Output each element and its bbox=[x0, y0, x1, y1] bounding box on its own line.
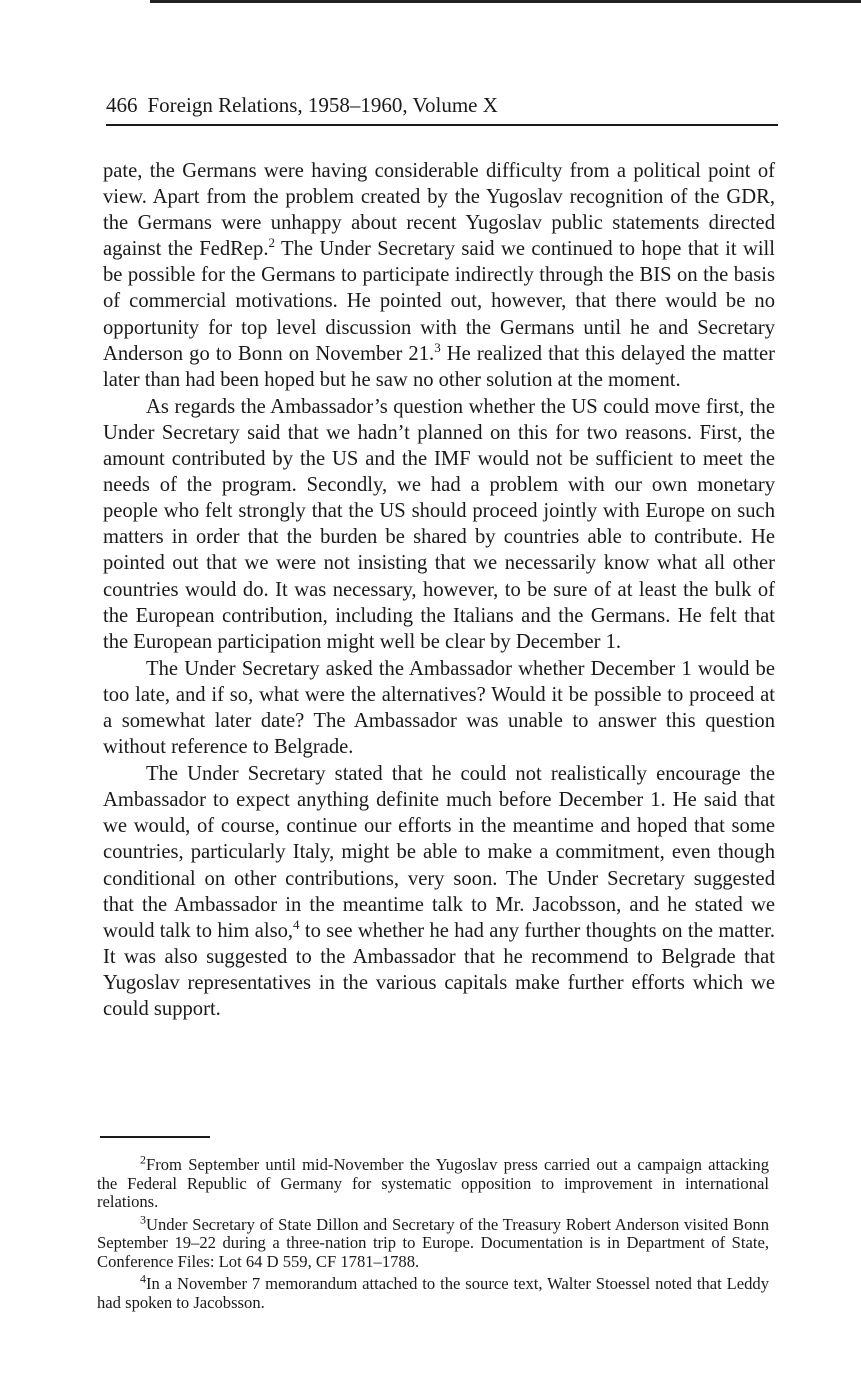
body-text bbox=[103, 158, 775, 1023]
header-rule bbox=[106, 124, 778, 126]
paragraph-4-text-a: The Under Secretary stated that he could not realistically encourage the Ambassador to expect anything definite much before December 1. He said that we would, of course, continue our efforts in the meantime and hoped that some countries, particularly Italy, might be able to make a commitment, even though conditional on other contributions, very soon. The Under Secretary suggested that the Ambassador in the meantime talk to Mr. Jacobsson, and he stated we would talk to him also, bbox=[103, 763, 775, 942]
footnote-rule bbox=[100, 1136, 210, 1138]
footnote-2-number: 2 bbox=[140, 1152, 146, 1167]
paragraph-2: As regards the Ambassador’s question whether the US could move first, the Under Secretary said that we hadn’t planned on this for two reasons. First, the amount contributed by the US and the IMF would not be sufficient to meet the needs of the program. Secondly, we had a problem with our own monetary people who felt strongly that the US should proceed jointly with Europe on such matters in order that the burden be shared by countries able to contribute. He pointed out that we were not insisting that we necessarily know what all other countries would do. It was necessary, however, to be sure of at least the bulk of the European contribution, including the Italians and the Germans. He felt that the European participation might well be clear by December 1. bbox=[103, 395, 775, 653]
footnote-2-text: From September until mid-November the Yugoslav press carried out a campaign attacking the Federal Republic of Germany for systematic opposition to improvement in international relations. bbox=[97, 1155, 769, 1211]
book-title: Foreign Relations, 1958–1960, Volume X bbox=[147, 93, 498, 117]
footnote-3-text: Under Secretary of State Dillon and Secretary of the Treasury Robert Anderson visited Bonn September 19–22 during a three-nation trip to Europe. Documentation is in Department of State, Conference Files: Lot 64 D 559, CF 1781–1788. bbox=[97, 1214, 769, 1271]
footnote-ref-4[interactable]: 4 bbox=[293, 916, 300, 932]
paragraph-1-text-c: He realized that this delayed the matter later than had been hoped but he saw no other solution at the moment. bbox=[103, 342, 775, 391]
page-number: 466 bbox=[106, 93, 138, 117]
paragraph-3: The Under Secretary asked the Ambassador whether December 1 would be too late, and if so, what were the alternatives? Would it be possible to proceed at a somewhat later date? The Ambassador was unable to answer this question without reference to Belgrade. bbox=[103, 657, 775, 759]
footnote-3 bbox=[97, 1211, 769, 1272]
paragraph-4 bbox=[103, 761, 775, 1022]
footnote-3-number: 3 bbox=[140, 1211, 146, 1226]
paragraph-1-text-b: The Under Secretary said we continued to hope that it will be possible for the Germans to participate indirectly through the BIS on the basis of commercial motivations. He pointed out, however, that there would be no opportunity for top level discussion with the Germans until he and Secretary Anderson go to Bonn on November 21. bbox=[103, 238, 775, 365]
footnote-ref-3[interactable]: 3 bbox=[434, 339, 441, 355]
footnote-4 bbox=[97, 1271, 769, 1312]
footnote-ref-2[interactable]: 2 bbox=[268, 235, 275, 251]
scan-edge bbox=[150, 0, 861, 3]
footnotes bbox=[97, 1152, 769, 1316]
footnote-2 bbox=[97, 1152, 769, 1212]
footnote-4-text: In a November 7 memorandum attached to the source text, Walter Stoessel noted that Leddy had spoken to Jacobsson. bbox=[97, 1274, 769, 1312]
footnote-4-number: 4 bbox=[140, 1271, 146, 1286]
paragraph-1-text-a: pate, the Germans were having considerable difficulty from a political point of view. Apart from the problem created by the Yugoslav recognition of the GDR, the Germans were unhappy about recent Yugoslav public statements directed against the FedRep. bbox=[103, 160, 775, 261]
paragraph-1 bbox=[103, 158, 775, 393]
paragraph-4-text-b: to see whether he had any further thoughts on the matter. It was also suggested to the Ambassador that he recommend to Belgrade that Yugoslav representatives in the various capitals make further efforts which we could support. bbox=[103, 919, 775, 1020]
running-head bbox=[106, 88, 778, 122]
